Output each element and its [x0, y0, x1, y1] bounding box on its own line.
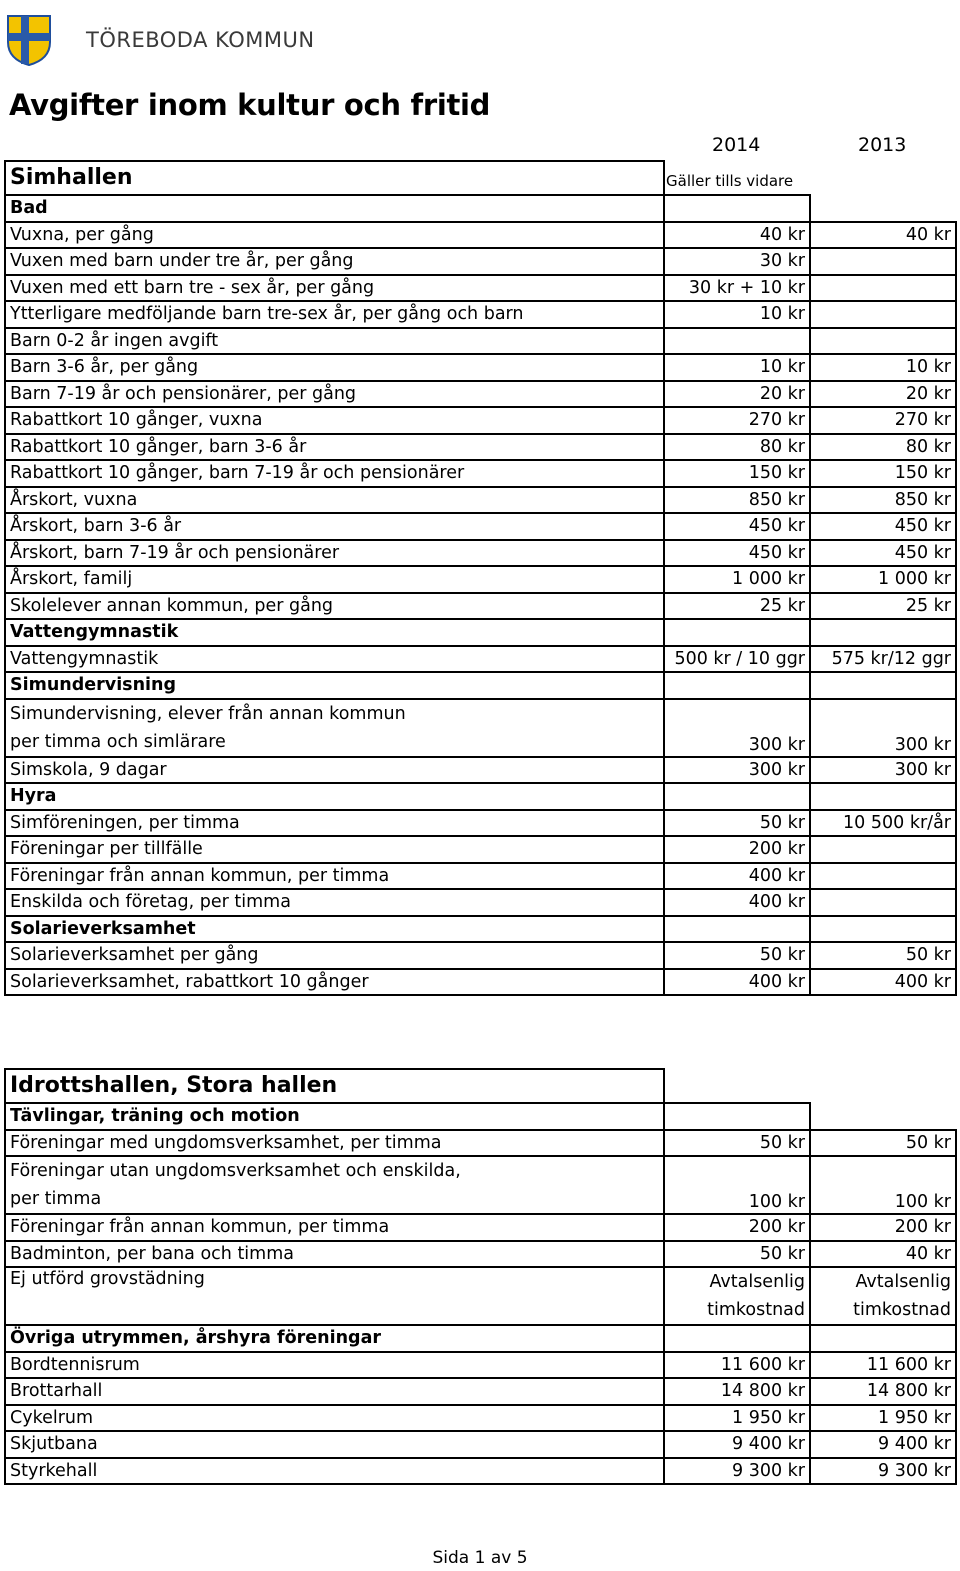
- section-header: Simundervisning: [5, 672, 664, 699]
- row-label: Årskort, barn 3-6 år: [5, 513, 664, 540]
- row-label: Ytterligare medföljande barn tre-sex år, per gång och barn: [5, 301, 664, 328]
- price-2013: 20 kr: [810, 381, 956, 408]
- row-label: [5, 699, 664, 757]
- section-header-row: [5, 916, 956, 943]
- row-label: Skolelever annan kommun, per gång: [5, 593, 664, 620]
- row-label-line2: per timma: [10, 1189, 102, 1209]
- price-2013: 50 kr: [810, 1130, 956, 1157]
- idrottshallen-table: [4, 1068, 957, 1485]
- price-2014: 850 kr: [664, 487, 810, 514]
- table-row: [5, 275, 956, 302]
- table-row: [5, 222, 956, 249]
- price-2014: 10 kr: [664, 301, 810, 328]
- table-row: [5, 1267, 956, 1325]
- empty-cell: [810, 1325, 956, 1352]
- year-2014-header: 2014: [712, 134, 761, 156]
- table-row: [5, 381, 956, 408]
- price-2013: 9 400 kr: [810, 1431, 956, 1458]
- table-row: [5, 942, 956, 969]
- page-title: Avgifter inom kultur och fritid: [9, 88, 491, 122]
- price-2013: [810, 301, 956, 328]
- empty-cell: [664, 619, 810, 646]
- row-label: Bordtennisrum: [5, 1352, 664, 1379]
- simhallen-table: [4, 160, 957, 996]
- row-label: Barn 7-19 år och pensionärer, per gång: [5, 381, 664, 408]
- price-2014: 450 kr: [664, 513, 810, 540]
- table-row: [5, 836, 956, 863]
- table-row: [5, 969, 956, 996]
- row-label: Solarieverksamhet per gång: [5, 942, 664, 969]
- row-label: Vuxna, per gång: [5, 222, 664, 249]
- table-row: [5, 566, 956, 593]
- price-2013: 150 kr: [810, 460, 956, 487]
- empty-cell: [810, 672, 956, 699]
- price-2014: 50 kr: [664, 810, 810, 837]
- price-2014: 150 kr: [664, 460, 810, 487]
- price-2013: 300 kr: [810, 699, 956, 757]
- price-2014: 400 kr: [664, 969, 810, 996]
- row-label: Rabattkort 10 gånger, vuxna: [5, 407, 664, 434]
- price-2013: 14 800 kr: [810, 1378, 956, 1405]
- table-row: [5, 434, 956, 461]
- price-2014: 200 kr: [664, 1214, 810, 1241]
- coat-of-arms-icon: [6, 14, 52, 66]
- table-row: [5, 1156, 956, 1214]
- price-2013: 100 kr: [810, 1156, 956, 1214]
- price-2013: [810, 836, 956, 863]
- table-row: [5, 889, 956, 916]
- price-2014: 14 800 kr: [664, 1378, 810, 1405]
- price-2013: [810, 863, 956, 890]
- price-2014: [664, 328, 810, 355]
- price-2013: 40 kr: [810, 1241, 956, 1268]
- idrottshallen-title: Idrottshallen, Stora hallen: [5, 1069, 664, 1103]
- price-2013: [810, 275, 956, 302]
- price-2014: 500 kr / 10 ggr: [664, 646, 810, 673]
- section-header: Hyra: [5, 783, 664, 810]
- price-2013: 200 kr: [810, 1214, 956, 1241]
- price-2013: 25 kr: [810, 593, 956, 620]
- price-2014: 20 kr: [664, 381, 810, 408]
- price-2014: 11 600 kr: [664, 1352, 810, 1379]
- row-label-line1: Föreningar utan ungdomsverksamhet och enskilda,: [10, 1161, 461, 1181]
- price-2013: Avtalsenlig timkostnad: [810, 1267, 956, 1325]
- row-label: Cykelrum: [5, 1405, 664, 1432]
- section-header: Solarieverksamhet: [5, 916, 664, 943]
- row-label: Årskort, familj: [5, 566, 664, 593]
- table-row: [5, 513, 956, 540]
- price-2014: 400 kr: [664, 889, 810, 916]
- row-label: Ej utförd grovstädning: [5, 1267, 664, 1325]
- price-2014: 10 kr: [664, 354, 810, 381]
- row-label: Årskort, barn 7-19 år och pensionärer: [5, 540, 664, 567]
- price-2014: 1 950 kr: [664, 1405, 810, 1432]
- row-label: Föreningar med ungdomsverksamhet, per timma: [5, 1130, 664, 1157]
- section-header: Tävlingar, träning och motion: [5, 1103, 664, 1130]
- price-2014: 80 kr: [664, 434, 810, 461]
- empty-cell: [664, 1103, 810, 1130]
- table-row: [5, 487, 956, 514]
- price-2013: 450 kr: [810, 513, 956, 540]
- price-2014: 9 400 kr: [664, 1431, 810, 1458]
- price-2014: 100 kr: [664, 1156, 810, 1214]
- price-2013: 50 kr: [810, 942, 956, 969]
- price-2014: 25 kr: [664, 593, 810, 620]
- row-label: Föreningar från annan kommun, per timma: [5, 863, 664, 890]
- price-2013: 10 kr: [810, 354, 956, 381]
- table-row: [5, 1214, 956, 1241]
- table-row: [5, 1431, 956, 1458]
- table-row: [5, 863, 956, 890]
- price-2013: 575 kr/12 ggr: [810, 646, 956, 673]
- table-row: [5, 646, 956, 673]
- empty-cell: [664, 916, 810, 943]
- row-label: Årskort, vuxna: [5, 487, 664, 514]
- empty-cell: [664, 783, 810, 810]
- row-label: Vuxen med ett barn tre - sex år, per gång: [5, 275, 664, 302]
- price-2013: 300 kr: [810, 757, 956, 784]
- logo-text: TÖREBODA KOMMUN: [86, 28, 315, 52]
- price-2014: 50 kr: [664, 1241, 810, 1268]
- price-2013: 1 000 kr: [810, 566, 956, 593]
- empty-cell: [664, 672, 810, 699]
- row-label-line2: per timma och simlärare: [10, 731, 226, 752]
- row-label: Simskola, 9 dagar: [5, 757, 664, 784]
- section-header-row: [5, 195, 956, 222]
- price-2013: 11 600 kr: [810, 1352, 956, 1379]
- section-header: Övriga utrymmen, årshyra föreningar: [5, 1325, 664, 1352]
- section-header-row: [5, 783, 956, 810]
- row-label: Rabattkort 10 gånger, barn 7-19 år och pensionärer: [5, 460, 664, 487]
- empty-cell: [664, 195, 810, 222]
- section-header: Vattengymnastik: [5, 619, 664, 646]
- table-row: [5, 1352, 956, 1379]
- empty-cell: [664, 1325, 810, 1352]
- year-2013-header: 2013: [858, 134, 907, 156]
- price-2013: 1 950 kr: [810, 1405, 956, 1432]
- section-header-row: [5, 672, 956, 699]
- row-label: Barn 3-6 år, per gång: [5, 354, 664, 381]
- table-row: [5, 540, 956, 567]
- price-2013: 270 kr: [810, 407, 956, 434]
- table-row: [5, 354, 956, 381]
- simhallen-title: Simhallen: [5, 161, 664, 195]
- row-label-line1: Simundervisning, elever från annan kommun: [10, 703, 406, 724]
- price-2014: 300 kr: [664, 699, 810, 757]
- row-label: Enskilda och företag, per timma: [5, 889, 664, 916]
- row-label: Badminton, per bana och timma: [5, 1241, 664, 1268]
- price-2013: 9 300 kr: [810, 1458, 956, 1485]
- price-2014: 200 kr: [664, 836, 810, 863]
- row-label: Vattengymnastik: [5, 646, 664, 673]
- empty-cell: [810, 916, 956, 943]
- price-2014: 450 kr: [664, 540, 810, 567]
- section-header-row: [5, 619, 956, 646]
- price-2014: 40 kr: [664, 222, 810, 249]
- price-2014: 30 kr: [664, 248, 810, 275]
- section-header-row: [5, 1325, 956, 1352]
- row-label: Rabattkort 10 gånger, barn 3-6 år: [5, 434, 664, 461]
- table-row: [5, 1405, 956, 1432]
- price-2014: 30 kr + 10 kr: [664, 275, 810, 302]
- row-label: Föreningar per tillfälle: [5, 836, 664, 863]
- table-row: [5, 1378, 956, 1405]
- empty-cell: [810, 195, 956, 222]
- price-2013: 10 500 kr/år: [810, 810, 956, 837]
- price-2014: Avtalsenlig timkostnad: [664, 1267, 810, 1325]
- table-row: [5, 407, 956, 434]
- table-row: [5, 1458, 956, 1485]
- table-row: [5, 699, 956, 757]
- price-2013: 450 kr: [810, 540, 956, 567]
- municipality-logo: [6, 14, 315, 66]
- row-label: Barn 0-2 år ingen avgift: [5, 328, 664, 355]
- table-row: [5, 810, 956, 837]
- row-label: Styrkehall: [5, 1458, 664, 1485]
- price-2013: [810, 889, 956, 916]
- table-row: [5, 460, 956, 487]
- price-2013: [810, 328, 956, 355]
- price-2013: 850 kr: [810, 487, 956, 514]
- row-label: Brottarhall: [5, 1378, 664, 1405]
- price-2013: [810, 248, 956, 275]
- page-footer: Sida 1 av 5: [432, 1548, 528, 1568]
- price-2013: 400 kr: [810, 969, 956, 996]
- price-2014: 50 kr: [664, 942, 810, 969]
- empty-cell: [810, 783, 956, 810]
- valid-until-note: Gäller tills vidare: [666, 172, 794, 190]
- table-row: [5, 1130, 956, 1157]
- row-label: [5, 1156, 664, 1214]
- table-row: [5, 301, 956, 328]
- price-2014: 50 kr: [664, 1130, 810, 1157]
- price-2013: 80 kr: [810, 434, 956, 461]
- row-label: Föreningar från annan kommun, per timma: [5, 1214, 664, 1241]
- table-row: [5, 248, 956, 275]
- price-2013: 40 kr: [810, 222, 956, 249]
- empty-cell: [810, 619, 956, 646]
- table-row: [5, 757, 956, 784]
- empty-cell: [810, 1103, 956, 1130]
- price-2014: 270 kr: [664, 407, 810, 434]
- section-header: Bad: [5, 195, 664, 222]
- row-label: Solarieverksamhet, rabattkort 10 gånger: [5, 969, 664, 996]
- price-2014: 300 kr: [664, 757, 810, 784]
- row-label: Simföreningen, per timma: [5, 810, 664, 837]
- row-label: Vuxen med barn under tre år, per gång: [5, 248, 664, 275]
- table-row: [5, 593, 956, 620]
- price-2014: 9 300 kr: [664, 1458, 810, 1485]
- table-row: [5, 328, 956, 355]
- table-row: [5, 1241, 956, 1268]
- price-2014: 1 000 kr: [664, 566, 810, 593]
- row-label: Skjutbana: [5, 1431, 664, 1458]
- price-2014: 400 kr: [664, 863, 810, 890]
- section-header-row: [5, 1103, 956, 1130]
